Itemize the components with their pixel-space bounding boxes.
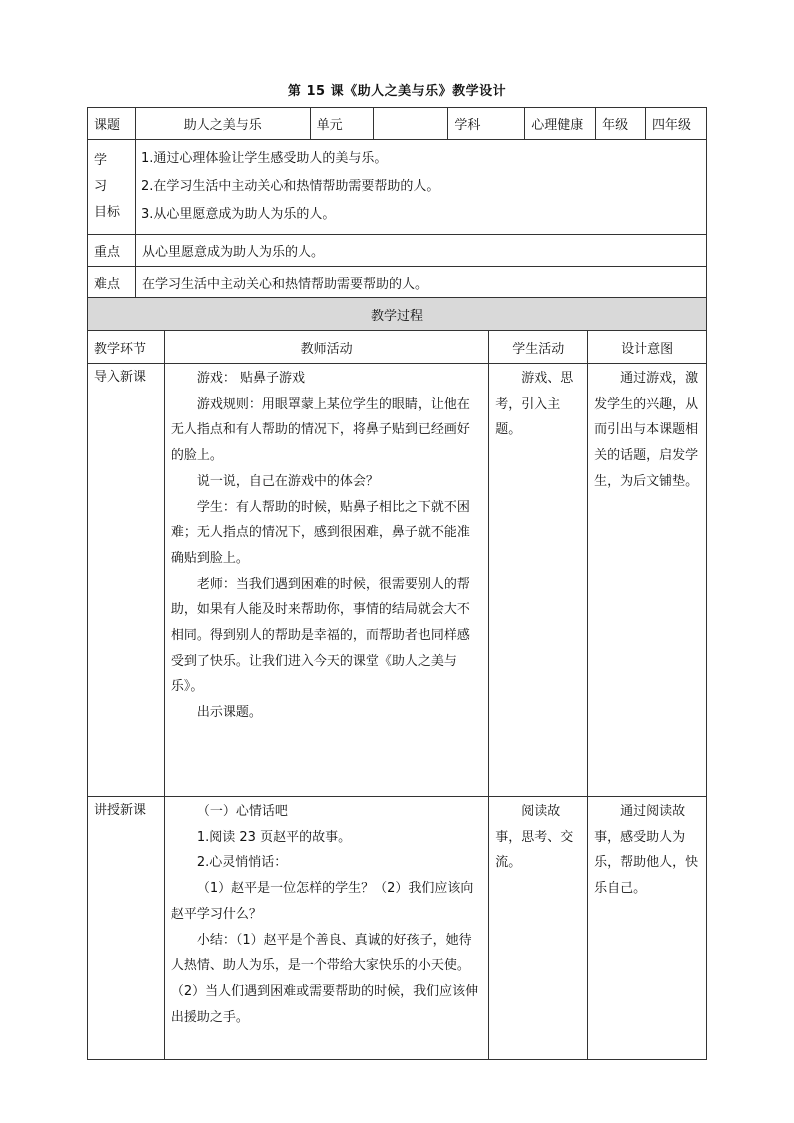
teacher-paragraph: 游戏： 贴鼻子游戏 xyxy=(196,371,306,386)
header-intent: 设计意图 xyxy=(588,331,707,364)
design-intent-text: 通过阅读故事，感受助人为乐，帮助他人，快乐自己。 xyxy=(594,804,699,897)
teacher-activity-cell xyxy=(164,797,488,1060)
teacher-paragraph: 学生：有人帮助的时候，贴鼻子相比之下就不困难；无人指点的情况下，感到很困难，鼻子就不能准确贴到脸上。 xyxy=(170,499,470,566)
student-activity-cell xyxy=(489,364,588,797)
info-table xyxy=(87,107,707,299)
design-intent-text: 通过游戏，激发学生的兴趣，从而引出与本课题相关的话题，启发学生，为后文铺垫。 xyxy=(594,371,699,489)
goal-item-1: 1.通过心理体验让学生感受助人的美与乐。 xyxy=(140,151,388,166)
design-intent-cell xyxy=(588,797,707,1060)
key-point-row xyxy=(88,235,707,267)
difficulty-row xyxy=(88,267,707,299)
header-teacher: 教师活动 xyxy=(164,331,488,364)
goals-label-line-2: 目标 xyxy=(94,205,121,220)
key-point-label: 重点 xyxy=(88,235,136,267)
difficulty-label: 难点 xyxy=(88,267,136,299)
grade-label: 年级 xyxy=(596,108,646,140)
goal-item-3: 3.从心里愿意成为助人为乐的人。 xyxy=(140,207,336,222)
student-activity-cell xyxy=(489,797,588,1060)
teacher-paragraph: 出示课题。 xyxy=(196,705,262,721)
subject-label: 学科 xyxy=(448,108,525,140)
teacher-paragraph: 2.心灵悄悄话： xyxy=(196,855,288,871)
goals-label xyxy=(88,140,136,235)
stage-cell: 导入新课 xyxy=(88,364,165,797)
teacher-paragraph: （1）赵平是一位怎样的学生？（2）我们应该向赵平学习什么？ xyxy=(170,881,474,922)
topic-value: 助人之美与乐 xyxy=(135,108,310,140)
unit-value xyxy=(373,108,448,140)
process-table xyxy=(87,297,707,1060)
teacher-paragraph: 说一说，自己在游戏中的体会？ xyxy=(196,473,379,489)
process-band-header: 教学过程 xyxy=(88,298,707,331)
process-row-intro xyxy=(88,364,707,797)
student-activity-text: 游戏、思考，引入主题。 xyxy=(495,371,574,438)
teacher-activity-cell xyxy=(164,364,488,797)
stage-cell: 讲授新课 xyxy=(88,797,165,1060)
design-intent-cell xyxy=(588,364,707,797)
teacher-paragraph: 1.阅读 23 页赵平的故事。 xyxy=(196,829,352,845)
topic-row xyxy=(88,108,707,140)
header-stage: 教学环节 xyxy=(88,331,165,364)
teacher-paragraph: 游戏规则：用眼罩蒙上某位学生的眼睛，让他在无人指点和有人帮助的情况下，将鼻子贴到已经画好的脸上。 xyxy=(170,396,470,464)
goals-content xyxy=(135,140,706,235)
subject-value: 心理健康 xyxy=(525,108,596,140)
goals-row xyxy=(88,140,707,235)
process-header-row xyxy=(88,331,707,364)
grade-value: 四年级 xyxy=(646,108,707,140)
key-point-value: 从心里愿意成为助人为乐的人。 xyxy=(135,235,706,267)
process-row-new-lesson xyxy=(88,797,707,1060)
teacher-paragraph: 老师：当我们遇到困难的时候，很需要别人的帮助，如果有人能及时来帮助你，事情的结局就会大不相同。得到别人的帮助是幸福的，而帮助者也同样感受到了快乐。让我们进入今天的课堂《助人之美与乐》。 xyxy=(170,576,470,695)
difficulty-value: 在学习生活中主动关心和热情帮助需要帮助的人。 xyxy=(135,267,706,299)
goal-item-2: 2.在学习生活中主动关心和热情帮助需要帮助的人。 xyxy=(140,179,440,194)
document-title: 第 15 课《助人之美与乐》教学设计 xyxy=(287,84,507,99)
topic-label: 课题 xyxy=(88,108,136,140)
student-activity-text: 阅读故事，思考、交流。 xyxy=(495,804,574,871)
goals-label-line-1: 学 习 xyxy=(94,153,122,194)
header-student: 学生活动 xyxy=(489,331,588,364)
unit-label: 单元 xyxy=(310,108,373,140)
teacher-paragraph: 小结：（1）赵平是个善良、真诚的好孩子，她待人热情、助人为乐，是一个带给大家快乐的小天使。（2）当人们遇到困难或需要帮助的时候，我们应该伸出援助之手。 xyxy=(170,932,479,1025)
teacher-paragraph: （一）心情话吧 xyxy=(196,804,288,819)
